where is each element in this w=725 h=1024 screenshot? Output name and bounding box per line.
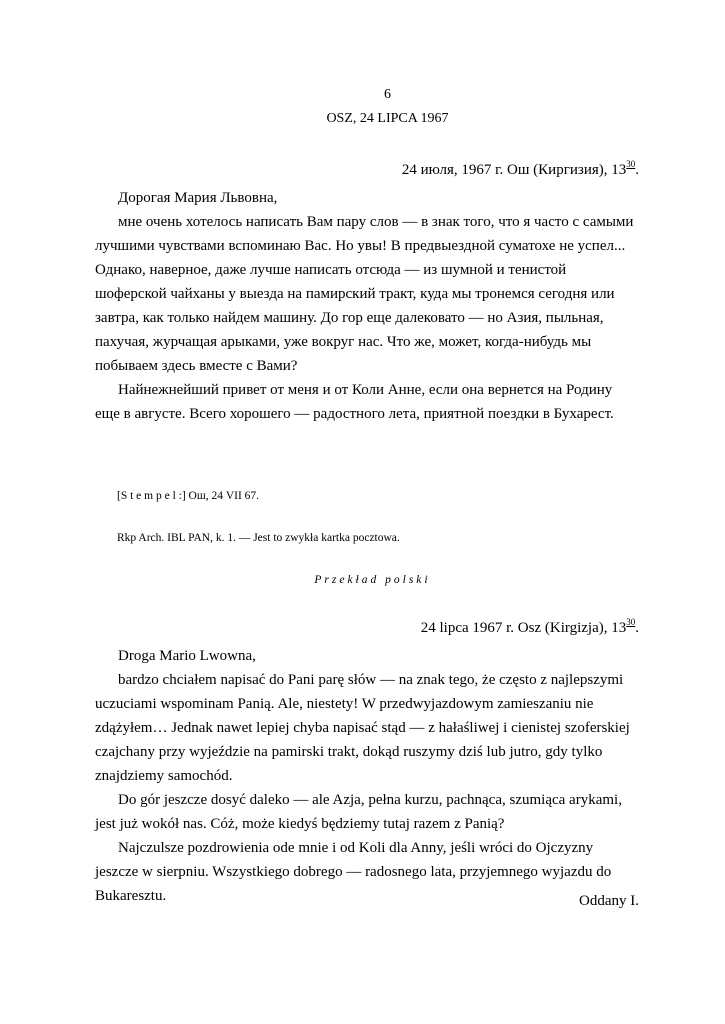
- translation-date-text: 24 lipca 1967 r. Osz (Kirgizja), 13: [420, 620, 627, 636]
- translation-paragraph: Do gór jeszcze dosyć daleko — ale Azja, pełna kurzu, pachnąca, szumiąca arykami, jest już wokół nas. Cóż, może kiedyś będziemy tutaj razem z Panią?: [95, 792, 622, 832]
- archive-note: Rkp Arch. IBL PAN, k. 1. — Jest to zwykła kartka pocztowa.: [117, 532, 400, 544]
- translation-date-end: .: [635, 620, 639, 636]
- original-salutation: Дорогая Мария Львовна,: [118, 190, 278, 206]
- original-dateline: [402, 160, 639, 180]
- original-letter-body: [95, 186, 640, 426]
- translation-heading: Przekład polski: [314, 574, 431, 586]
- stamp-label: [S t e m p e l :]: [117, 490, 186, 502]
- original-date-superscript: 30: [626, 159, 636, 169]
- original-date-end: .: [635, 162, 639, 178]
- translation-paragraph: Najczulsze pozdrowienia ode mnie i od Koli dla Anny, jeśli wróci do Ojczyzny jeszcze w sierpniu. Wszystkiego dobrego — radosnego lata, przyjemnego wyjazdu do Bukaresztu.: [95, 840, 612, 904]
- closing-signature: Oddany I.: [579, 893, 639, 909]
- page-number: 6: [384, 87, 391, 102]
- translation-paragraph: bardzo chciałem napisać do Pani parę słów — na znak tego, że często z najlepszymi uczuciami wspominam Panią. Ale, niestety! W przedwyjazdowym zamieszaniu nie zdążyłem… Jednak nawet lepiej chyba napisać stąd — z hałaśliwej i cienistej szoferskiej czajchany przy wyjeździe na pamirski trakt, dokąd ruszymy dziś lub jutro, gdy tylko znajdziemy samochód.: [95, 672, 630, 784]
- translation-date-superscript: 30: [626, 617, 636, 627]
- original-paragraph: Найнежнейший привет от меня и от Коли Анне, если она вернется на Родину еще в августе. Всего хорошего — радостного лета, приятной поездки в Бухарест.: [95, 382, 614, 422]
- original-date-text: 24 июля, 1967 г. Ош (Киргизия), 13: [401, 162, 627, 178]
- stamp-note: [117, 489, 259, 503]
- original-paragraph: мне очень хотелось написать Вам пару слов — в знак того, что я часто с самыми лучшими чувствами вспоминаю Вас. Но увы! В предвыездной суматохе не успел... Однако, наверное, даже лучше написать отсюда — из шумной и тенистой шоферской чайханы у выезда на памирский тракт, куда мы тронемся сегодня или завтра, как только найдем машину. До гор еще далековато — но Азия, пыльная, пахучая, журчащая арыками, уже вокруг нас. Что же, может, когда-нибудь мы побываем здесь вместе с Вами?: [95, 214, 634, 374]
- letter-heading: OSZ, 24 LIPCA 1967: [326, 111, 449, 126]
- translation-dateline: [421, 618, 639, 638]
- translation-salutation: Droga Mario Lwowna,: [118, 648, 256, 664]
- stamp-text: Ош, 24 VII 67.: [185, 490, 260, 502]
- translation-letter-body: [95, 644, 640, 908]
